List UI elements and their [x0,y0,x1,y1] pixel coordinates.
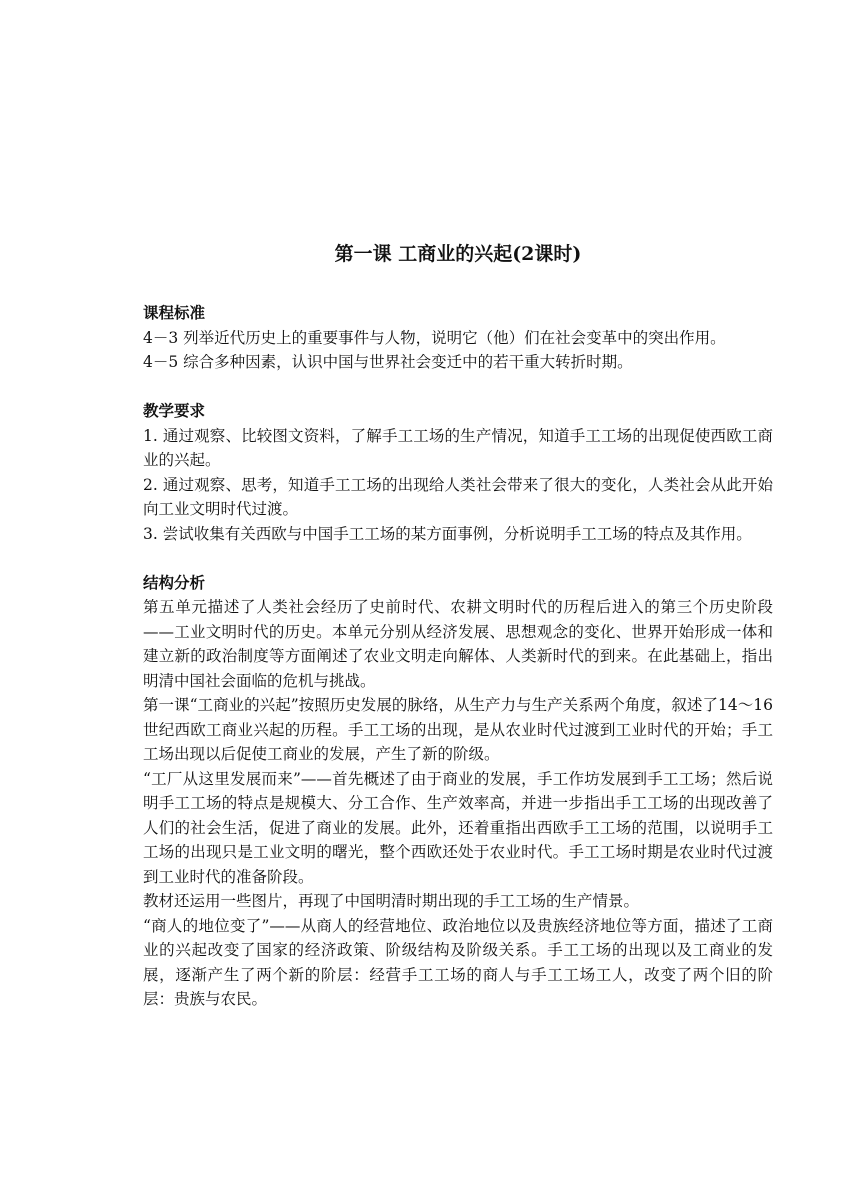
section-structure-analysis [143,571,773,1012]
page-title: 第一课 工商业的兴起(2课时) [334,243,582,265]
section-heading: 教学要求 [143,401,206,420]
section-curriculum-standards [143,301,773,375]
section-heading: 课程标准 [143,303,206,322]
paragraph: 4－5 综合多种因素，认识中国与世界社会变迁中的若干重大转折时期。 [143,353,633,371]
paragraph: 4－3 列举近代历史上的重要事件与人物，说明它（他）们在社会变革中的突出作用。 [143,328,726,347]
section-spacer [143,546,773,571]
section-spacer [143,375,773,400]
paragraph: “工厂从这里发展而来”——首先概述了由于商业的发展，手工作坊发展到手工工场；然后说明手工工场的特点是规模大、分工合作、生产效率高，并进一步指出手工工场的出现改善了人们的社会生活，促进了商业的发展。此外，还着重指出西欧手工工场的范围，以说明手工工场的出现只是工业文明的曙光，整个西欧还处于农业时代。手工工场时期是农业时代过渡到工业时代的准备阶段。 [143,769,773,886]
paragraph: 教材还运用一些图片，再现了中国明清时期出现的手工工场的生产情景。 [143,892,640,910]
section-heading: 结构分析 [143,572,206,592]
section-teaching-requirements [143,399,773,546]
paragraph: 1. 通过观察、比较图文资料，了解手工工场的生产情况，知道手工工场的出现促使西欧工商业的兴起。 [143,426,773,469]
paragraph: “商人的地位变了”——从商人的经营地位、政治地位以及贵族经济地位等方面，描述了工商业的兴起改变了国家的经济政策、阶级结构及阶级关系。手工工场的出现以及工商业的发展，逐渐产生了两个新的阶层：经营手工工场的商人与手工工场工人，改变了两个旧的阶层：贵族与农民。 [143,916,773,1008]
paragraph: 2. 通过观察、思考，知道手工工场的出现给人类社会带来了很大的变化，人类社会从此开始向工业文明时代过渡。 [143,475,773,518]
paragraph: 第五单元描述了人类社会经历了史前时代、农耕文明时代的历程后进入的第三个历史阶段——工业文明时代的历史。本单元分别从经济发展、思想观念的变化、世界开始形成一体和建立新的政治制度等方面阐述了农业文明走向解体、人类新时代的到来。在此基础上，指出明清中国社会面临的危机与挑战。 [143,598,773,690]
document-body [143,301,773,1012]
paragraph: 第一课“工商业的兴起”按照历史发展的脉络，从生产力与生产关系两个角度，叙述了14～16世纪西欧工商业兴起的历程。手工工场的出现，是从农业时代过渡到工业时代的开始；手工工场出现以后促使工商业的发展，产生了新的阶级。 [143,696,773,763]
paragraph: 3. 尝试收集有关西欧与中国手工工场的某方面事例，分析说明手工工场的特点及其作用。 [143,524,752,543]
